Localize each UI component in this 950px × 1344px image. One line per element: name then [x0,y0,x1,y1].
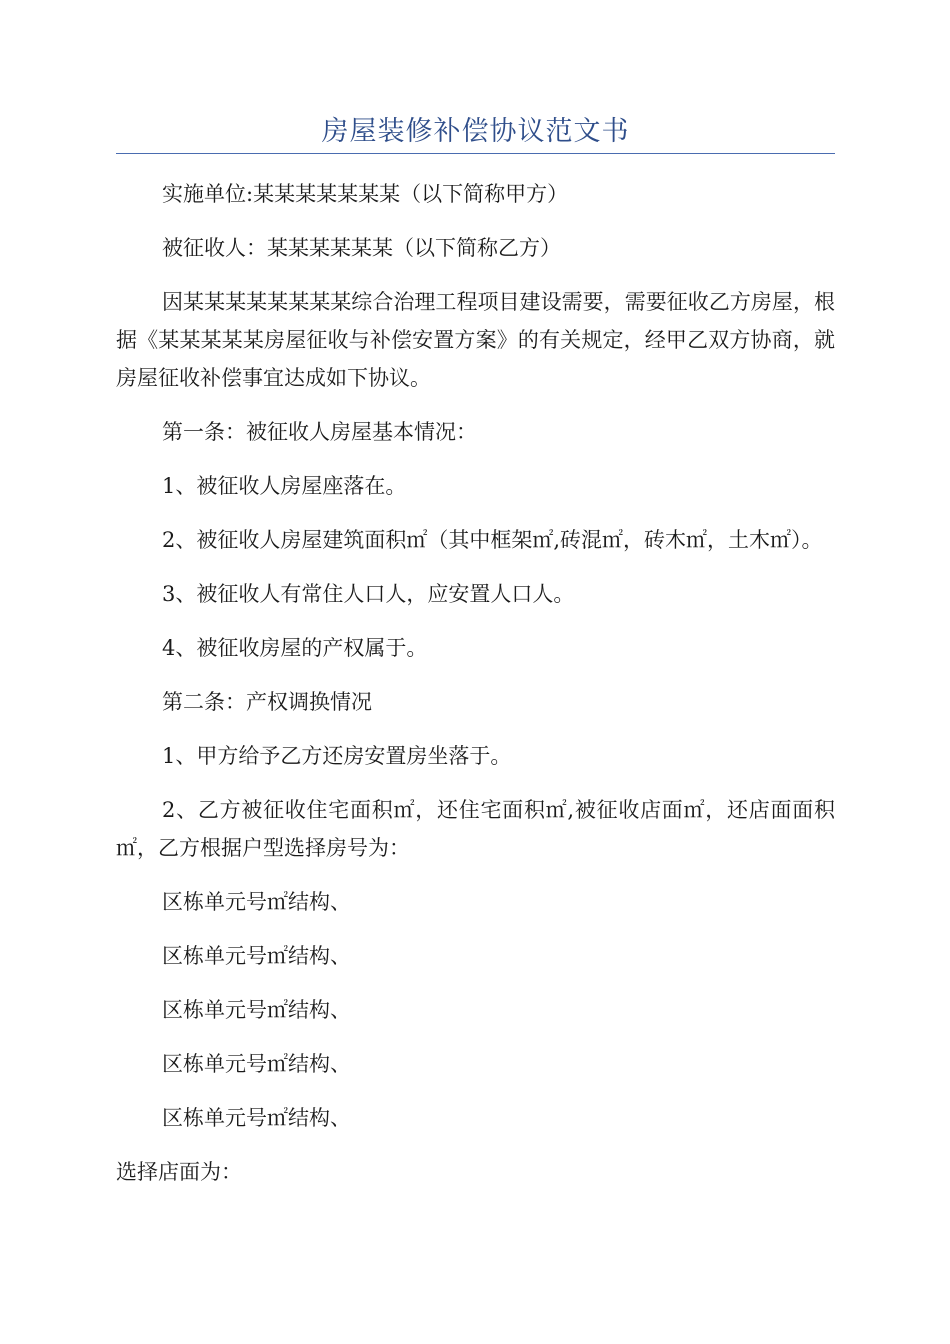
unit-line-5: 区栋单元号㎡结构、 [162,1106,351,1130]
article-2-heading: 第二条：产权调换情况 [162,690,372,714]
document-body [116,175,835,1207]
paragraph-implementing-unit: 实施单位:某某某某某某某（以下简称甲方） [162,182,569,206]
title-underline [116,153,835,154]
unit-line-3: 区栋单元号㎡结构、 [162,998,351,1022]
article-1-item-1: 1、被征收人房屋座落在。 [162,474,407,498]
paragraph-expropriated-party: 被征收人：某某某某某某（以下简称乙方） [162,236,561,260]
paragraph-preamble: 因某某某某某某某某综合治理工程项目建设需要，需要征收乙方房屋，根据《某某某某某房屋征收与补偿安置方案》的有关规定，经甲乙双方协商，就房屋征收补偿事宜达成如下协议。 [116,290,835,390]
article-2-item-1: 1、甲方给予乙方还房安置房坐落于。 [162,744,512,768]
shopfront-selection: 选择店面为： [116,1160,242,1184]
article-1-item-4: 4、被征收房屋的产权属于。 [162,636,428,660]
unit-line-4: 区栋单元号㎡结构、 [162,1052,351,1076]
article-2-item-2: 2、乙方被征收住宅面积㎡，还住宅面积㎡,被征收店面㎡，还店面面积㎡，乙方根据户型选择房号为： [116,798,835,860]
article-1-heading: 第一条：被征收人房屋基本情况： [162,420,477,444]
article-1-item-3: 3、被征收人有常住人口人，应安置人口人。 [162,582,575,606]
document-title: 房屋装修补偿协议范文书 [321,116,630,147]
article-1-item-2: 2、被征收人房屋建筑面积㎡（其中框架㎡,砖混㎡，砖木㎡，土木㎡）。 [162,528,823,552]
unit-line-1: 区栋单元号㎡结构、 [162,890,351,914]
unit-line-2: 区栋单元号㎡结构、 [162,944,351,968]
